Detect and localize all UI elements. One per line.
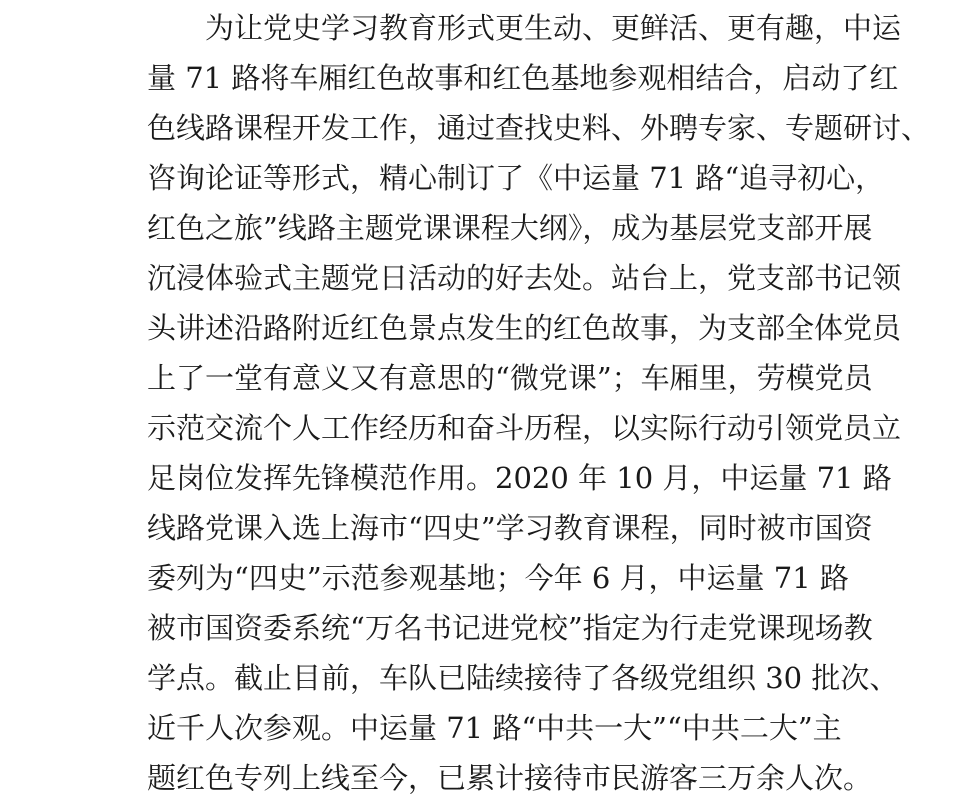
paragraph-line: 委列为“四史”示范参观基地；今年 6 月，中运量 71 路 <box>147 561 849 595</box>
paragraph-line: 被市国资委系统“万名书记进党校”指定为行走党课现场教 <box>147 611 873 645</box>
paragraph-line: 沉浸体验式主题党日活动的好去处。站台上，党支部书记领 <box>147 261 902 295</box>
paragraph-line: 上了一堂有意义又有意思的“微党课”；车厢里，劳模党员 <box>147 361 873 395</box>
paragraph-line: 足岗位发挥先锋模范作用。2020 年 10 月，中运量 71 路 <box>147 461 892 495</box>
paragraph-line: 头讲述沿路附近红色景点发生的红色故事，为支部全体党员 <box>147 311 902 345</box>
paragraph-line: 色线路课程开发工作，通过查找史料、外聘专家、专题研讨、 <box>147 111 931 145</box>
paragraph-line: 学点。截止目前，车队已陆续接待了各级党组织 30 批次、 <box>147 661 899 695</box>
paragraph-line: 示范交流个人工作经历和奋斗历程，以实际行动引领党员立 <box>147 411 902 445</box>
paragraph-line: 咨询论证等形式，精心制订了《中运量 71 路“追寻初心， <box>147 161 885 195</box>
paragraph-line: 红色之旅”线路主题党课课程大纲》，成为基层党支部开展 <box>147 211 873 245</box>
paragraph-line: 近千人次参观。中运量 71 路“中共一大”“中共二大”主 <box>147 711 842 745</box>
paragraph-line: 线路党课入选上海市“四史”学习教育课程，同时被市国资 <box>147 511 873 545</box>
paragraph-line: 题红色专列上线至今，已累计接待市民游客三万余人次。 <box>147 761 873 795</box>
paragraph-line: 为让党史学习教育形式更生动、更鲜活、更有趣，中运 <box>205 11 902 45</box>
paragraph-line: 量 71 路将车厢红色故事和红色基地参观相结合，启动了红 <box>147 61 899 95</box>
